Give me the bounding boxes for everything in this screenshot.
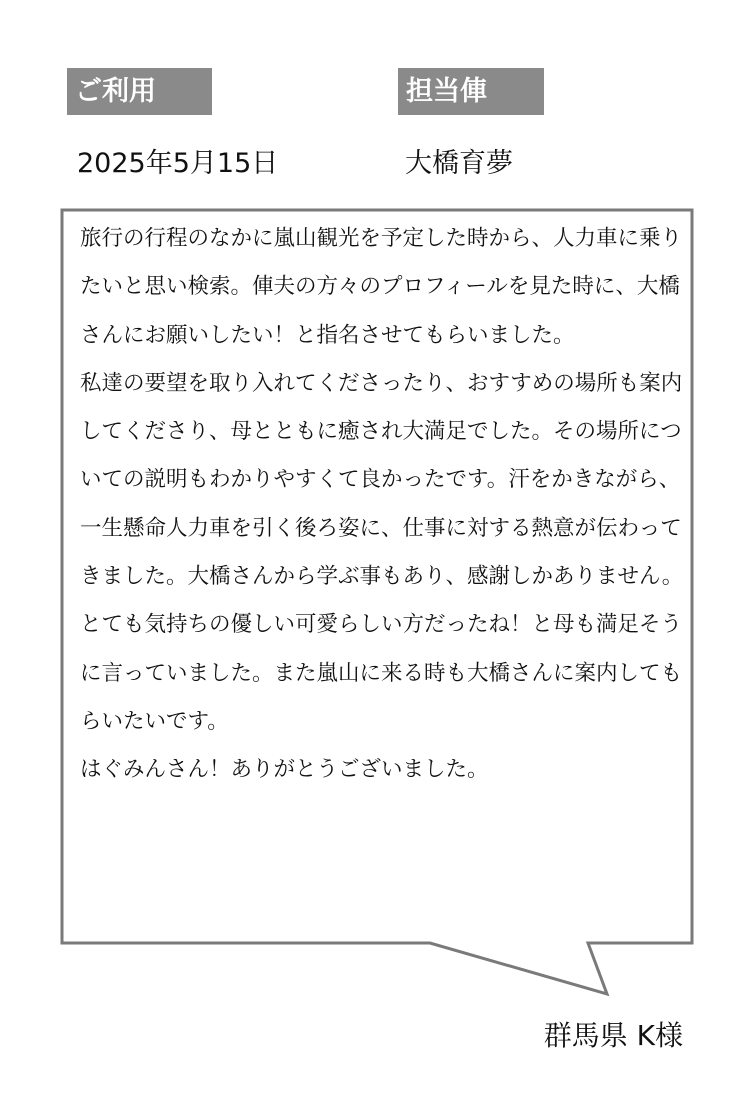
review-paragraph-1: 旅行の行程のなかに嵐山観光を予定した時から、人力車に乗りたいと思い検索。俥夫の方々のプロフィールを見た時に、大橋さんにお願いしたい！と指名させてもらいました。 bbox=[80, 226, 683, 348]
date-label: ご利用 bbox=[67, 68, 212, 115]
date-value: 2025年5月15日 bbox=[77, 148, 279, 179]
driver-value: 大橋育夢 bbox=[405, 148, 513, 179]
review-paragraph-3: はぐみんさん！ありがとうございました。 bbox=[80, 757, 489, 783]
review-paragraph-2: 私達の要望を取り入れてくださったり、おすすめの場所も案内してくださり、母とともに癒され大満足でした。その場所についての説明もわかりやすくて良かったです。汗をかきながら、一生懸命人力車を引く後ろ姿に、仕事に対する熱意が伝わってきました。大橋さんから学ぶ事もあり、感謝しかありません。とても気持ちの優しい可愛らしい方だったね！と母も満足そうに言っていました。また嵐山に来る時も大橋さんに案内してもらいたいです。 bbox=[80, 370, 684, 734]
driver-label: 担当俥 bbox=[398, 68, 544, 115]
customer-signature: 群馬県 K様 bbox=[543, 1019, 683, 1052]
review-message bbox=[80, 215, 690, 795]
